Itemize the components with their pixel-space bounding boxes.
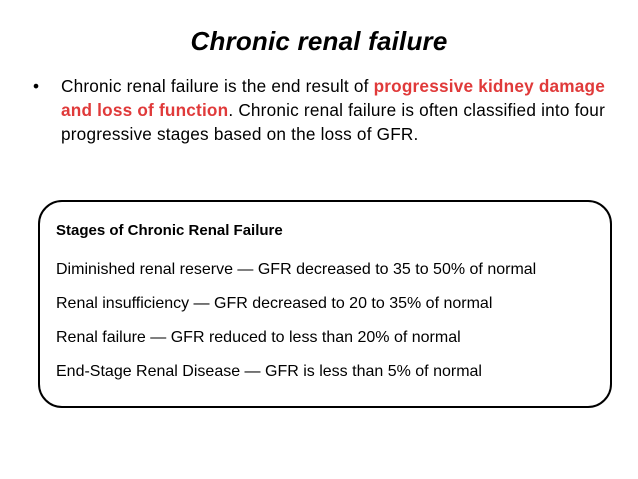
bullet-text xyxy=(61,74,605,146)
stage-item-renal-failure: Renal failure — GFR reduced to less than 20% of normal xyxy=(56,329,461,346)
stages-heading: Stages of Chronic Renal Failure xyxy=(56,222,283,239)
bullet-highlight: progressive kidney damage and loss of function xyxy=(61,76,606,120)
stage-item-end-stage: End-Stage Renal Disease — GFR is less than 5% of normal xyxy=(56,363,482,380)
bullet-text-part1: Chronic renal failure is the end result of xyxy=(61,76,374,96)
stages-list xyxy=(56,260,536,396)
bullet-text-part2: . Chronic renal failure is often classified into four progressive stages based on the loss of GFR. xyxy=(61,100,605,144)
stage-item-diminished-reserve: Diminished renal reserve — GFR decreased to 35 to 50% of normal xyxy=(56,261,537,278)
stage-item-renal-insufficiency: Renal insufficiency — GFR decreased to 20 to 35% of normal xyxy=(56,295,493,312)
slide-title: Chronic renal failure xyxy=(190,26,448,56)
stages-box xyxy=(38,200,612,408)
bullet-point xyxy=(33,74,605,146)
bullet-dot-icon: • xyxy=(33,76,40,96)
